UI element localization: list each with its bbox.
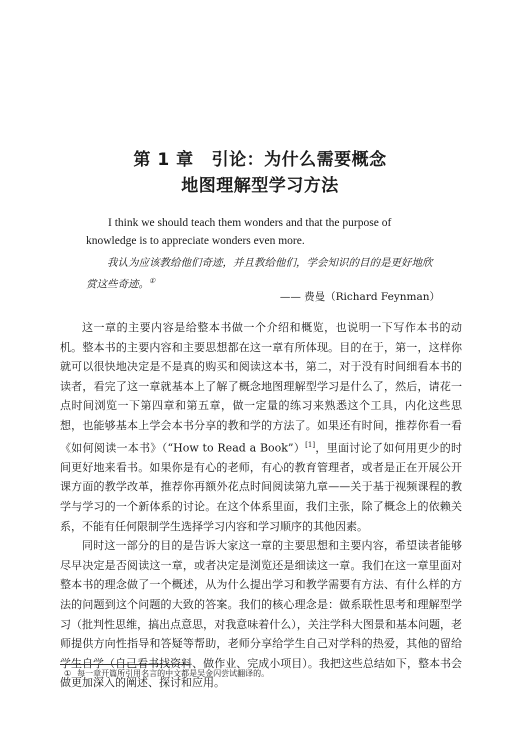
paragraph-1-part-b: ，里面讨论了如何用更少的时间更好地来看书。如果你是有心的老师，有心的教育管理者，或者是正在开展公开课方面的教学改革，推荐你再额外花点时间阅读第九章——关于基于视频课程的教学与学习的一个新体系的讨论。在这个体系里面，我们主张，除了概念上的依赖关系，不能有任何限制学生选择学习内容和学习顺序的其他因素。 — [60, 441, 463, 533]
epigraph-english: I think we should teach them wonders and that the purpose of knowledge is to appreciate wonders even more. — [86, 217, 392, 247]
paragraph-2: 同时这一部分的目的是告诉大家这一章的主要思想和主要内容，希望读者能够尽早决定是否阅读这一章，或者决定是浏览还是细读这一章。我们在这一章里面对整本书的理念做了一个概述，从为什么提出学习和教学需要有方法、有什么样的方法的问题到这个问题的大致的答案。我们的核心理念是：做系联性思考和理解型学习（批判性思维，搞出点意思，对我意味着什么），关注学科大图景和基本问题，老师提供方向性指导和答疑等帮助，老师分享给学生自己对学科的热爱，其他的留给学生自学（自己看书找资料、做作业、完成小项目）。我把这些总结如下，整本书会做更加深入的阐述、探讨和应用。 — [60, 539, 462, 690]
footnote-mark: ① — [64, 669, 72, 678]
chapter-title-text: 引论：为什么需要概念 — [211, 150, 387, 170]
citation-ref[interactable]: [1] — [305, 440, 316, 449]
epigraph-chinese-text: 我认为应该教给他们奇迹，并且教给他们，学会知识的目的是更好地欣赏这些奇迹。 — [86, 257, 433, 291]
epigraph-footnote-mark[interactable]: ① — [149, 277, 156, 285]
epigraph-attribution: —— 费曼（Richard Feynman） — [279, 291, 440, 303]
footnote-divider — [60, 664, 190, 665]
paragraph-1 — [60, 318, 462, 536]
footnote — [64, 668, 269, 680]
chapter-subtitle: 地图理解型学习方法 — [181, 176, 339, 196]
chapter-title — [0, 148, 520, 172]
footnote-text: 每一章开篇所引用名言的中文都是吴金闪尝试翻译的。 — [77, 669, 270, 678]
chapter-number: 第 1 章 — [133, 150, 194, 170]
paragraph-1-part-a: 这一章的主要内容是给整本书做一个介绍和概览，也说明一下写作本书的动机。整本书的主要内容和主要思想都在这一章有所体现。目的在于，第一，这样你就可以很快地决定是不是真的购买和阅读这本书，第二，对于没有时间细看本书的读者，看完了这一章就基本上了解了概念地图理解型学习是什么了，然后，请花一点时间浏览一下第四章和第五章，做一定量的练习来熟悉这个工具，内化这些思想，也能够基本上学会本书分享的教和学的方法了。如果还有时间，推荐你看一看《如何阅读一本书》（“How to Read a Book”） — [60, 321, 462, 455]
body-text — [60, 318, 462, 693]
epigraph-chinese — [86, 254, 441, 294]
